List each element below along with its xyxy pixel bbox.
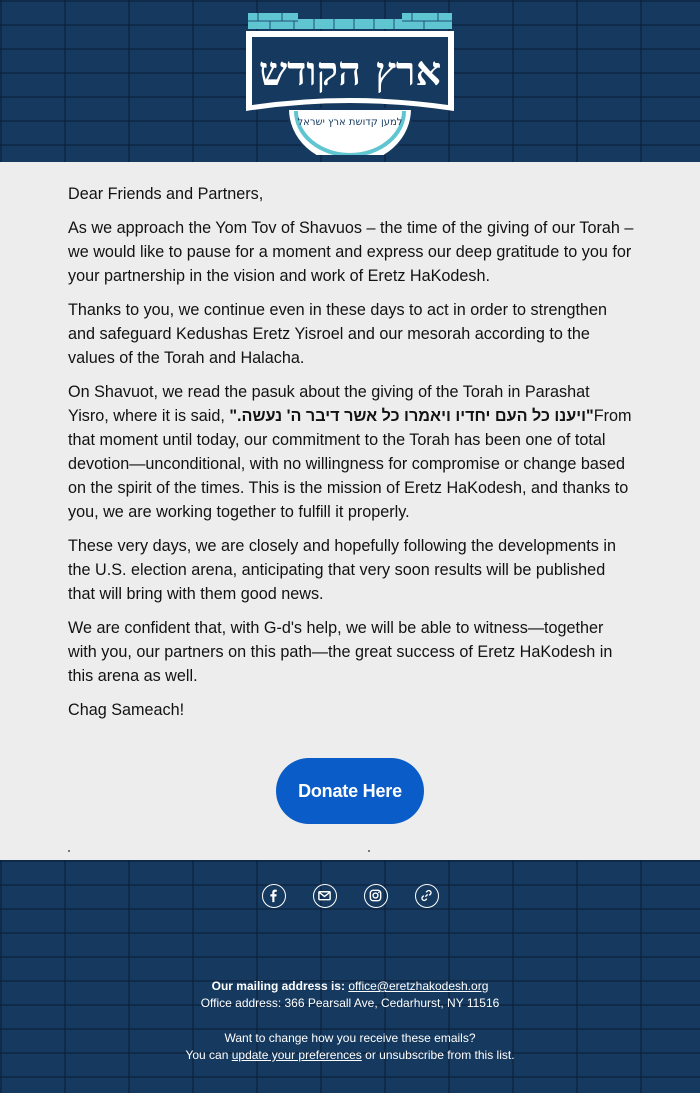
logo-tagline: למען קדושת ארץ ישראל [297, 117, 403, 128]
closing: Chag Sameach! [68, 701, 185, 719]
eretz-hakodesh-logo[interactable] [244, 13, 456, 155]
divider-dot [68, 850, 70, 852]
donate-button[interactable]: Donate Here [276, 758, 424, 824]
mailing-address-line [0, 978, 700, 995]
paragraph-2: Thanks to you, we continue even in these days to act in order to strengthen and safeguard Kedushas Eretz Yisroel and our mesorah according to the values of the Torah and Halacha. [68, 301, 608, 367]
paragraph-3-intro: On Shavuot, we read the pasuk about the giving of the Torah in Parashat Yisro, where it is said, [68, 383, 590, 425]
greeting: Dear Friends and Partners, [68, 185, 264, 203]
hebrew-quote: "ויענו כל העם יחדיו ויאמרו כל אשר דיבר ה' נעשה." [229, 407, 594, 425]
office-address: Office address: 366 Pearsall Ave, Cedarhurst, NY 11516 [200, 996, 500, 1010]
footer [0, 860, 700, 1093]
paragraph-3 [68, 380, 634, 524]
letter-content [0, 162, 700, 860]
change-prompt: Want to change how you receive these emails? [224, 1031, 476, 1045]
paragraph-1: As we approach the Yom Tov of Shavuos – the time of the giving of our Torah – we would like to pause for a moment and express our deep gratitude to you for your partnership in the vision and work of Eretz HaKodesh. [68, 219, 634, 285]
social-links [0, 884, 700, 908]
header-banner [0, 0, 700, 162]
link-icon[interactable] [415, 884, 439, 908]
update-preferences-link[interactable]: update your preferences [231, 1048, 362, 1062]
mailing-label: Our mailing address is: [211, 979, 345, 993]
email-icon[interactable] [313, 884, 337, 908]
mailing-email-link[interactable]: office@eretzhakodesh.org [348, 979, 489, 993]
instagram-icon[interactable] [364, 884, 388, 908]
letter-body [68, 182, 634, 732]
preferences-line [0, 1047, 700, 1064]
divider-dot [368, 850, 370, 852]
logo-title: ארץ הקודש [258, 48, 442, 95]
footer-text [0, 978, 700, 1064]
paragraph-5: We are confident that, with G-d's help, we will be able to witness—together with you, our partners on this path—the great success of Eretz HaKodesh in this arena as well. [68, 619, 613, 685]
facebook-icon[interactable] [262, 884, 286, 908]
unsubscribe-text: or unsubscribe from this list. [365, 1048, 515, 1062]
paragraph-4: These very days, we are closely and hopefully following the developments in the U.S. election arena, anticipating that very soon results will be published that will bring with them good news. [68, 537, 616, 603]
paragraph-3-rest: From that moment until today, our commitment to the Torah has been one of total devotion—unconditional, with no willingness for compromise or change based on the spirit of the times. This is the mission of Eretz HaKodesh, and thanks to you, we are working together to fulfill it properly. [68, 407, 632, 521]
you-can-text: You can [185, 1048, 229, 1062]
